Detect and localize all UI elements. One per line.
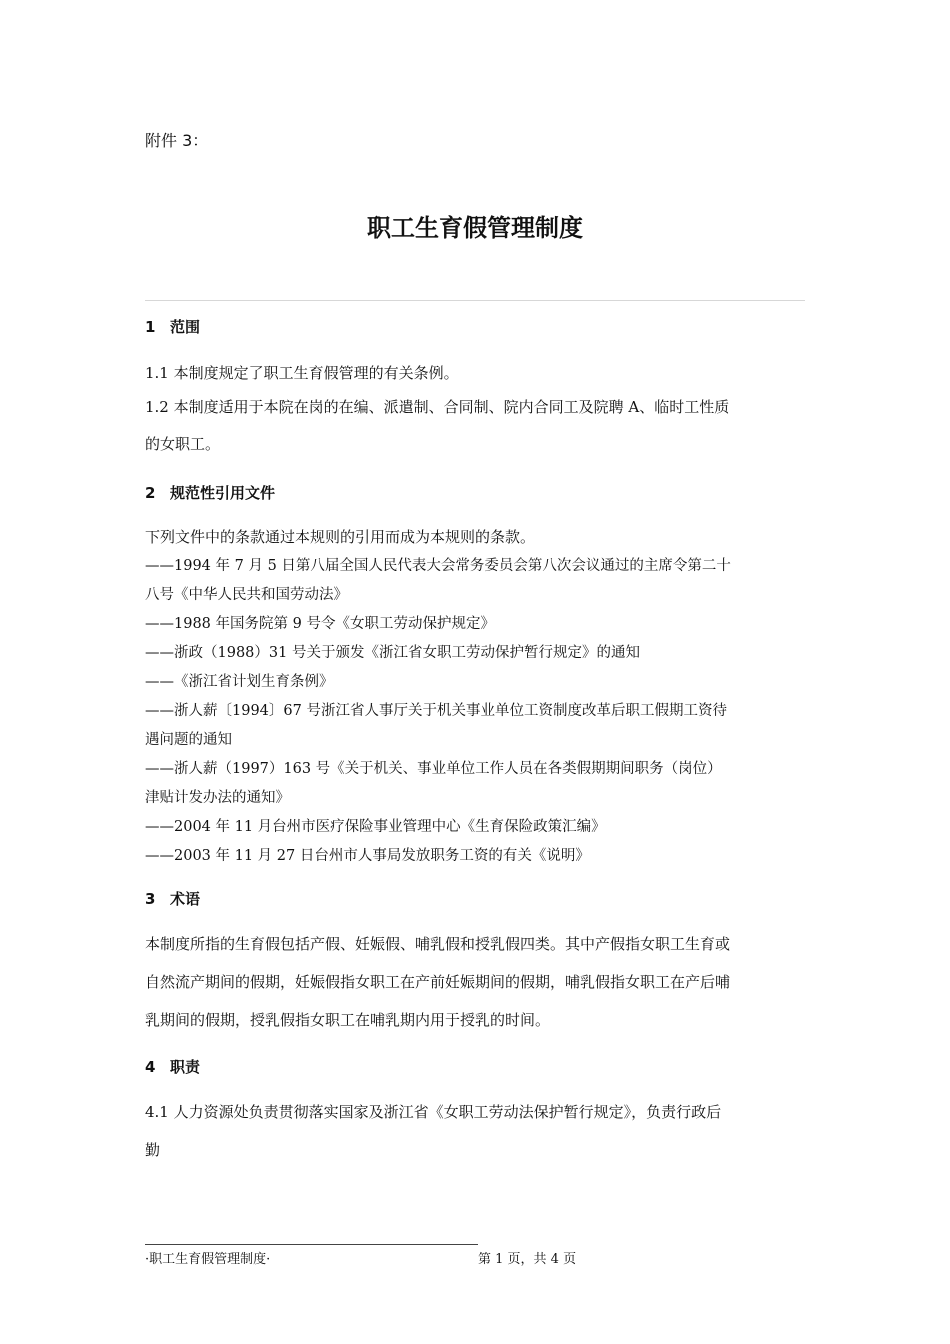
section-heading-scope bbox=[145, 316, 200, 337]
terms-line: 自然流产期间的假期，妊娠假指女职工在产前妊娠期间的假期，哺乳假指女职工在产后哺 bbox=[145, 973, 731, 991]
section-heading-references bbox=[145, 482, 275, 503]
section-number: 3 bbox=[145, 890, 156, 908]
reference-line: ——浙人薪（1997）163 号《关于机关、事业单位工作人员在各类假期期间职务（岗位） bbox=[145, 761, 722, 777]
duties-line-1: 4.1 人力资源处负责贯彻落实国家及浙江省《女职工劳动法保护暂行规定》，负责行政后 bbox=[145, 1103, 722, 1121]
reference-line: ——浙政（1988）31 号关于颁发《浙江省女职工劳动保护暂行规定》的通知 bbox=[145, 645, 640, 661]
footer-document-name: ·职工生育假管理制度· bbox=[145, 1252, 271, 1267]
reference-line: ——浙人薪〔1994〕67 号浙江省人事厅关于机关事业单位工资制度改革后职工假期工资待 bbox=[145, 703, 727, 719]
section-title: 职责 bbox=[170, 1058, 201, 1076]
reference-line: ——1994 年 7 月 5 日第八届全国人民代表大会常务委员会第八次会议通过的主席令第二十 bbox=[145, 558, 731, 574]
reference-line: 八号《中华人民共和国劳动法》 bbox=[145, 587, 348, 603]
reference-line: ——《浙江省计划生育条例》 bbox=[145, 674, 334, 690]
section-number: 1 bbox=[145, 318, 156, 336]
references-intro: 下列文件中的条款通过本规则的引用而成为本规则的条款。 bbox=[145, 528, 536, 546]
section-title: 规范性引用文件 bbox=[170, 484, 276, 502]
footer-page-number: 第 1 页，共 4 页 bbox=[478, 1252, 577, 1267]
duties-line-2: 勤 bbox=[145, 1141, 161, 1159]
section-number: 2 bbox=[145, 484, 156, 502]
scope-paragraph-2-line-2: 的女职工。 bbox=[145, 435, 221, 453]
terms-line: 乳期间的假期，授乳假指女职工在哺乳期内用于授乳的时间。 bbox=[145, 1011, 551, 1029]
footer-divider bbox=[145, 1244, 478, 1245]
attachment-label: 附件 3： bbox=[145, 131, 209, 150]
section-heading-terms bbox=[145, 888, 200, 909]
document-title: 职工生育假管理制度 bbox=[367, 214, 583, 242]
reference-line: ——1988 年国务院第 9 号令《女职工劳动保护规定》 bbox=[145, 616, 495, 632]
scope-paragraph-1: 1.1 本制度规定了职工生育假管理的有关条例。 bbox=[145, 364, 459, 382]
section-number: 4 bbox=[145, 1058, 156, 1076]
section-title: 范围 bbox=[170, 318, 201, 336]
reference-line: ——2003 年 11 月 27 日台州市人事局发放职务工资的有关《说明》 bbox=[145, 848, 590, 864]
reference-line: ——2004 年 11 月台州市医疗保险事业管理中心《生育保险政策汇编》 bbox=[145, 819, 606, 835]
scope-paragraph-2-line-1: 1.2 本制度适用于本院在岗的在编、派遣制、合同制、院内合同工及院聘 A、临时工性质 bbox=[145, 398, 730, 416]
reference-line: 津贴计发办法的通知》 bbox=[145, 790, 290, 806]
reference-line: 遇问题的通知 bbox=[145, 732, 232, 748]
section-title: 术语 bbox=[170, 890, 201, 908]
terms-line: 本制度所指的生育假包括产假、妊娠假、哺乳假和授乳假四类。其中产假指女职工生育或 bbox=[145, 935, 731, 953]
section-heading-duties bbox=[145, 1056, 200, 1077]
title-divider bbox=[145, 300, 805, 301]
